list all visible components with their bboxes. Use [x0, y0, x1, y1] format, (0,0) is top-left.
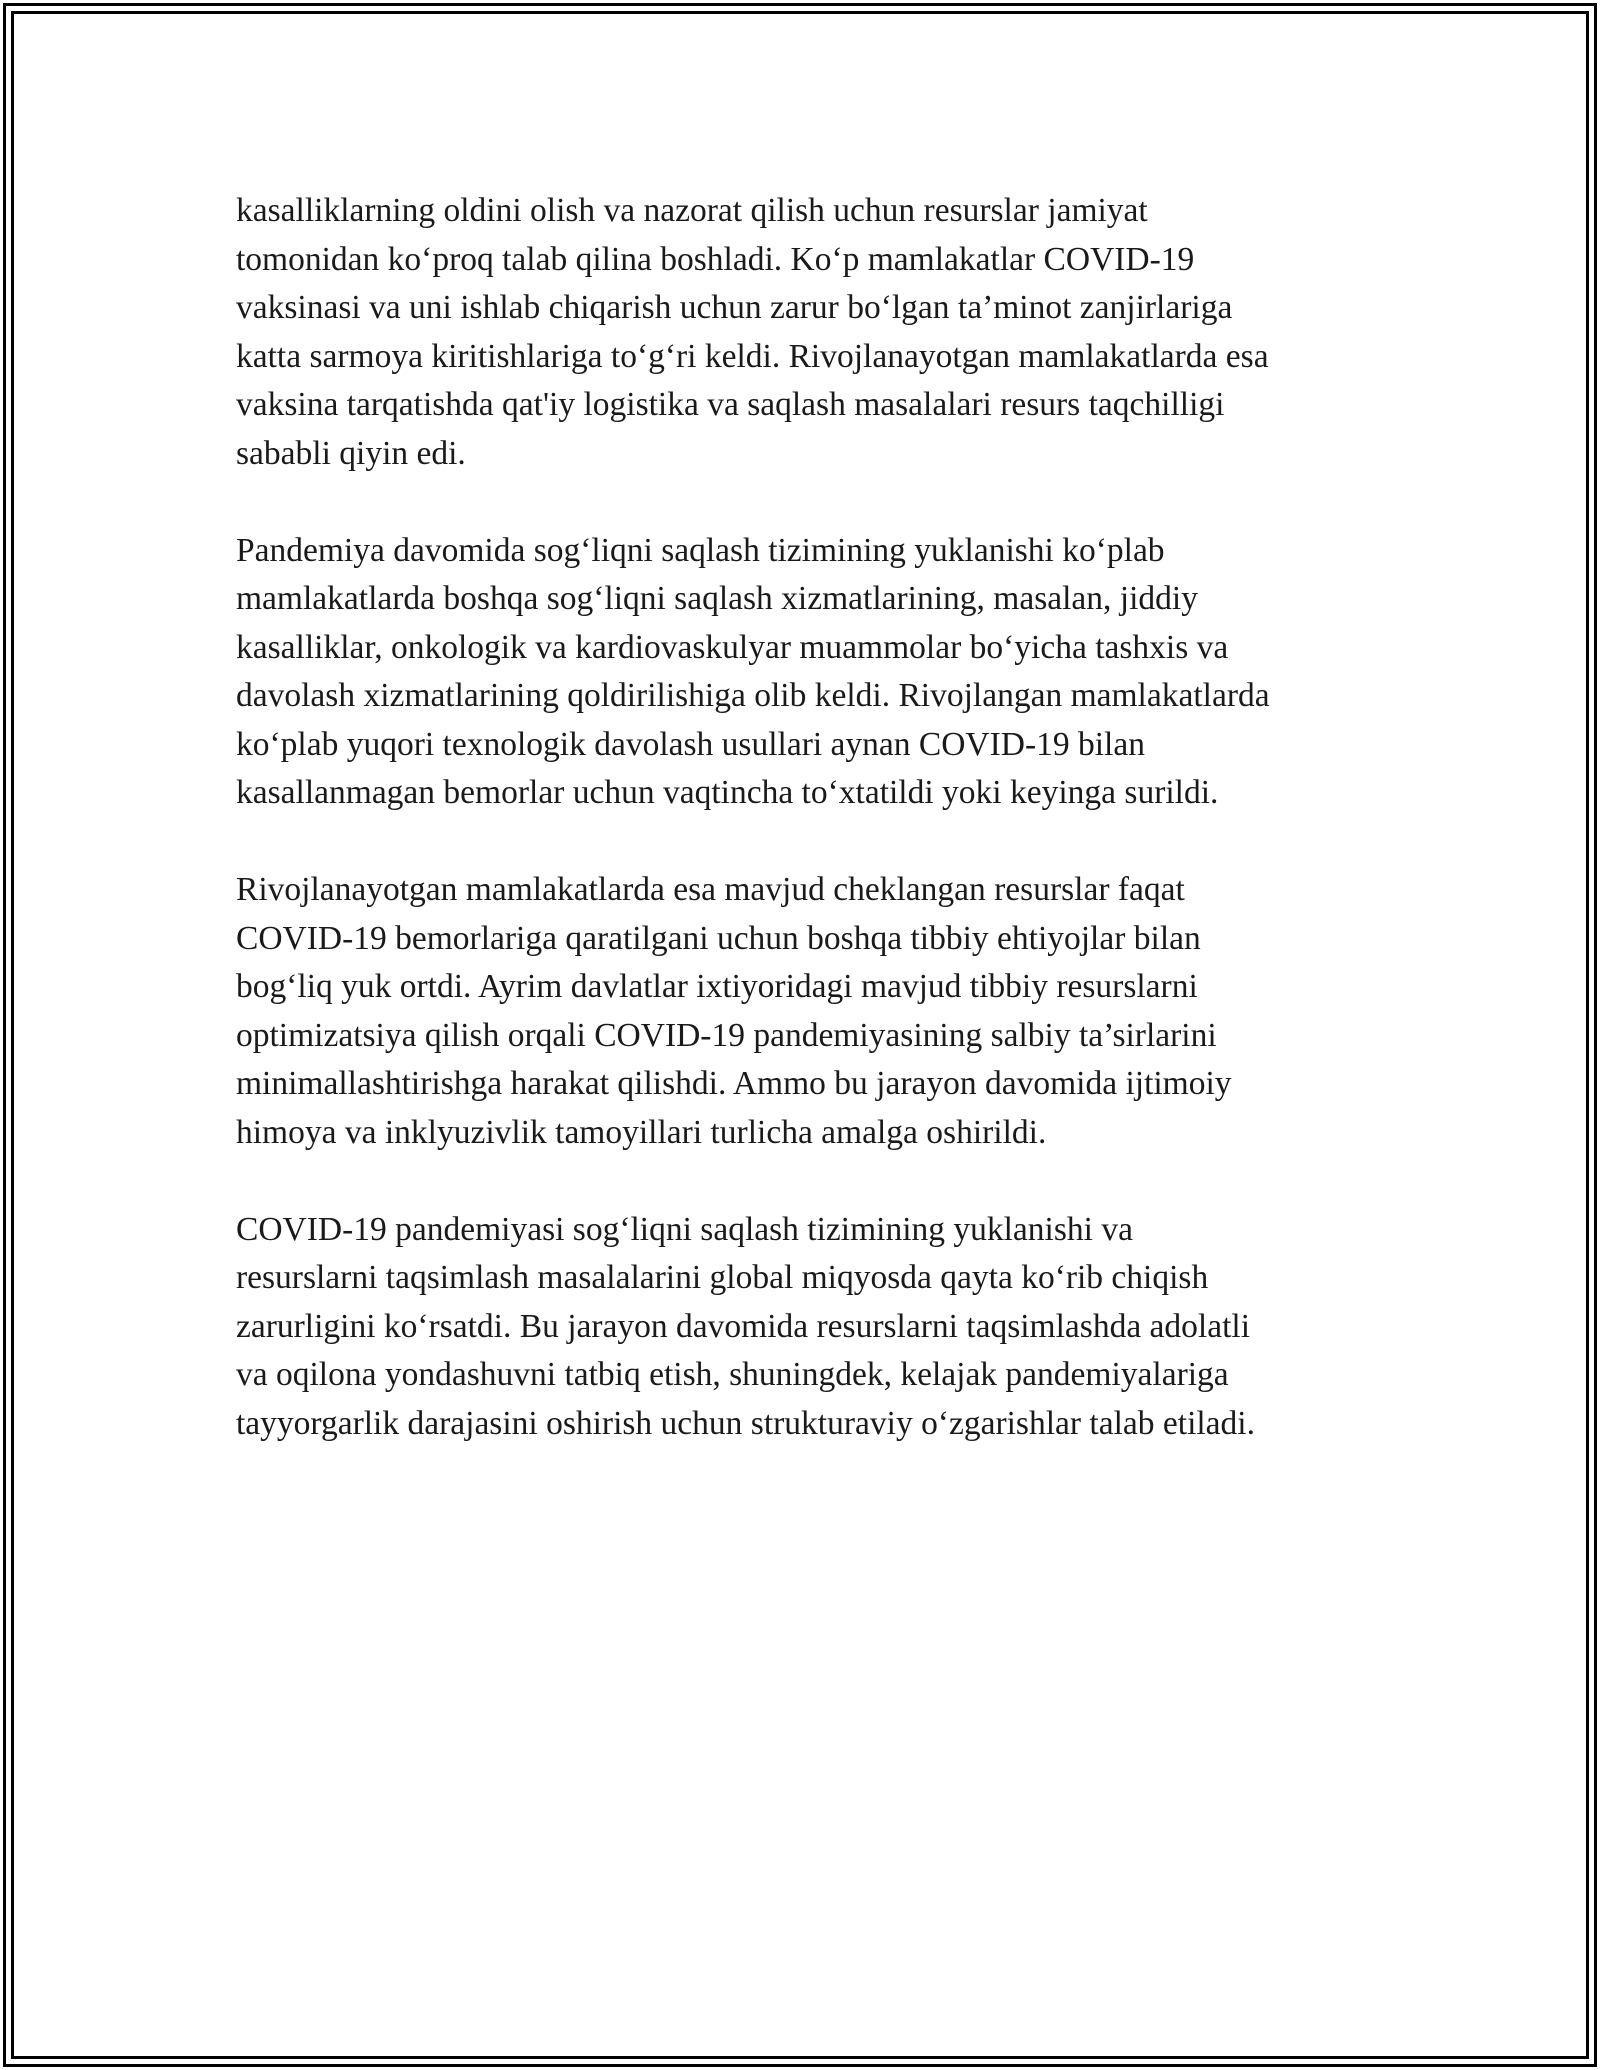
paragraph-1: kasalliklarning oldini olish va nazorat qilish uchun resurslar jamiyat tomonidan ko‘proq talab qilina boshladi. Ko‘p mamlakatlar COVID-19 vaksinasi va uni ishlab chiqarish uchun zarur bo‘lgan ta’minot zanjirlariga katta sarmoya kiritishlariga to‘g‘ri keldi. Rivojlanayotgan mamlakatlarda esa vaksina tarqatishda qat'iy logistika va saqlash masalalari resurs taqchilligi sababli qiyin edi.	[236, 192, 1269, 472]
paragraph-4: COVID-19 pandemiyasi sog‘liqni saqlash tizimining yuklanishi va resurslarni taqsimlash masalalarini global miqyosda qayta ko‘rib chiqish zarurligini ko‘rsatdi. Bu jarayon davomida resurslarni taqsimlashda adolatli va oqilona yondashuvni tatbiq etish, shuningdek, kelajak pandemiyalariga tayyorgarlik darajasini oshirish uchun strukturaviy o‘zgarishlar talab etiladi.	[236, 1210, 1255, 1442]
paragraph-3: Rivojlanayotgan mamlakatlarda esa mavjud cheklangan resurslar faqat COVID-19 bemorlariga qaratilgani uchun boshqa tibbiy ehtiyojlar bilan bog‘liq yuk ortdi. Ayrim davlatlar ixtiyoridagi mavjud tibbiy resurslarni optimizatsiya qilish orqali COVID-19 pandemiyasining salbiy ta’sirlarini minimallashtirishga harakat qilishdi. Ammo bu jarayon davomida ijtimoiy himoya va inklyuzivlik tamoyillari turlicha amalga oshirildi.	[236, 871, 1232, 1151]
paragraph-2: Pandemiya davomida sog‘liqni saqlash tizimining yuklanishi ko‘plab mamlakatlarda boshqa sog‘liqni saqlash xizmatlarining, masalan, jiddiy kasalliklar, onkologik va kardiovaskulyar muammolar bo‘yicha tashxis va davolash xizmatlarining qoldirilishiga olib keldi. Rivojlangan mamlakatlarda ko‘plab yuqori texnologik davolash usullari aynan COVID-19 bilan kasallanmagan bemorlar uchun vaqtincha to‘xtatildi yoki keyinga surildi.	[236, 531, 1270, 811]
document-body	[236, 187, 1416, 1497]
